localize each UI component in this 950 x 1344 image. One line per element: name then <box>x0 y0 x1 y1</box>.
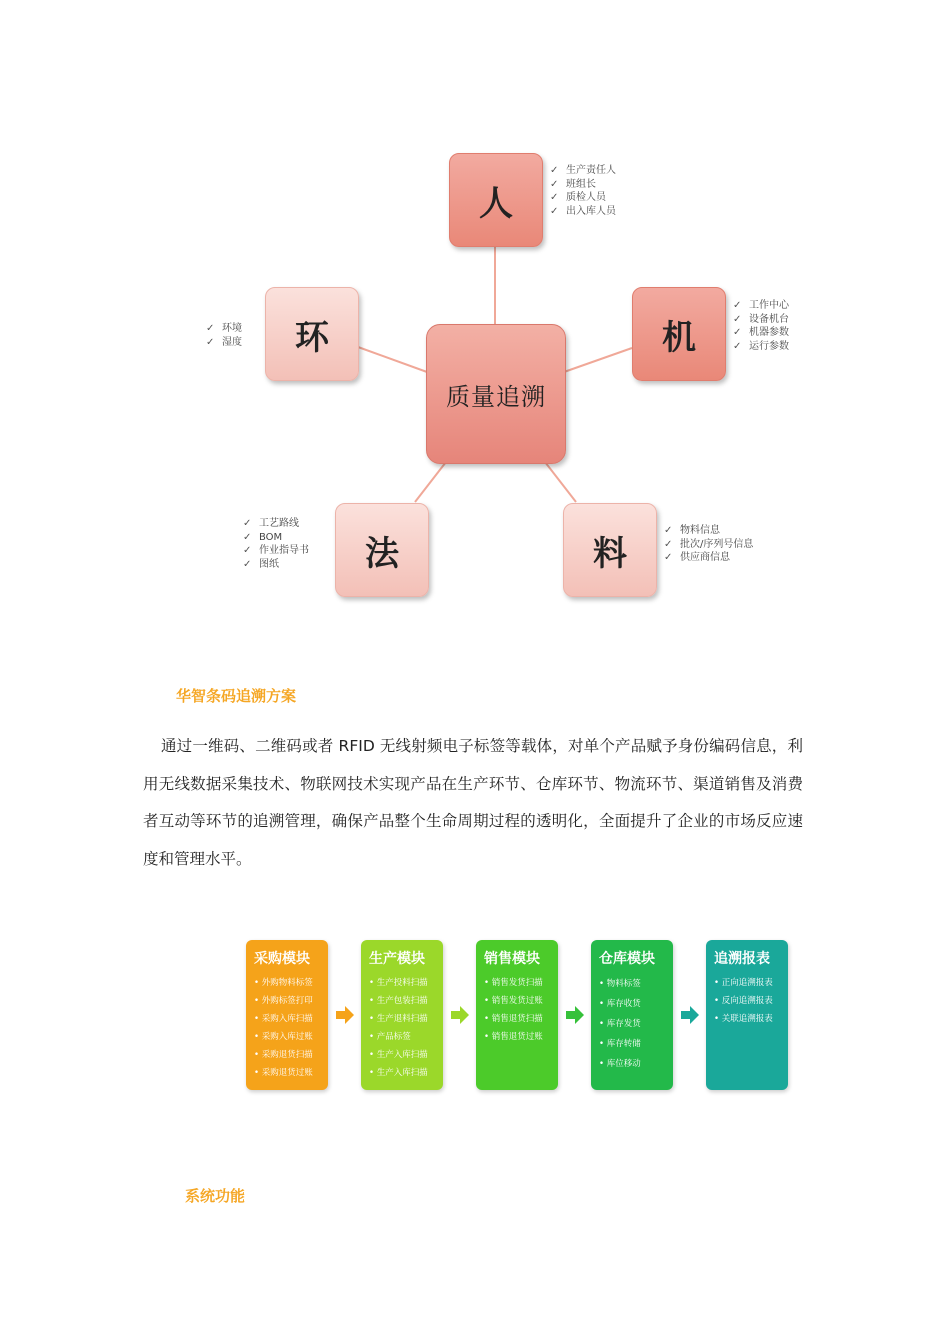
checklist-item: ✓ 工作中心 <box>733 300 789 311</box>
check-icon: ✓ <box>664 552 673 563</box>
check-icon: ✓ <box>243 545 252 556</box>
check-icon: ✓ <box>733 327 742 338</box>
connector-liao <box>545 462 576 502</box>
module-title: 追溯报表 <box>714 951 770 967</box>
check-icon: ✓ <box>206 323 215 334</box>
checklist-item: ✓ 湿度 <box>206 336 242 348</box>
module-item: • 反向追溯报表 <box>714 992 788 1010</box>
check-icon: ✓ <box>243 531 252 543</box>
checklist-item: ✓ 供应商信息 <box>664 552 730 563</box>
module-item: • 库存发货 <box>599 1014 673 1034</box>
checklist-item: ✓ 图纸 <box>243 558 279 570</box>
module-item: • 采购退货扫描 <box>254 1046 328 1064</box>
module-purchase <box>246 940 328 1090</box>
checklist-item: ✓ 运行参数 <box>733 340 789 352</box>
center-node-label: 质量追溯 <box>446 382 546 411</box>
check-icon: ✓ <box>733 300 742 311</box>
module-items <box>591 974 673 1074</box>
node-fa-label: 法 <box>365 533 399 574</box>
check-icon: ✓ <box>733 313 742 325</box>
module-production <box>361 940 443 1090</box>
module-item: • 生产入库扫描 <box>369 1046 443 1064</box>
module-item: • 销售退货扫描 <box>484 1010 558 1028</box>
diagram-connectors <box>0 0 950 620</box>
node-ren-label: 人 <box>479 183 513 224</box>
module-item: • 销售发货扫描 <box>484 974 558 992</box>
node-ji-label: 机 <box>662 317 696 358</box>
check-icon: ✓ <box>550 205 559 217</box>
module-item: • 物料标签 <box>599 974 673 994</box>
module-warehouse <box>591 940 673 1090</box>
node-liao-label: 料 <box>593 533 627 574</box>
check-icon: ✓ <box>733 340 742 352</box>
checklist-item: ✓ 批次/序列号信息 <box>664 538 754 550</box>
arrow-right-icon <box>336 1006 354 1024</box>
module-title: 生产模块 <box>369 951 425 967</box>
module-items <box>476 974 558 1046</box>
module-item: • 生产包装扫描 <box>369 992 443 1010</box>
checklist-item: ✓ 出入库人员 <box>550 205 616 217</box>
arrow-right-icon <box>451 1006 469 1024</box>
module-item: • 库存收货 <box>599 994 673 1014</box>
fa-checklist <box>243 517 309 571</box>
checklist-item: ✓ BOM <box>243 531 283 543</box>
check-icon: ✓ <box>550 165 559 176</box>
checklist-item: ✓ 设备机台 <box>733 313 789 325</box>
checklist-item: ✓ 生产责任人 <box>550 165 616 176</box>
checklist-item: ✓ 工艺路线 <box>243 518 299 529</box>
solution-paragraph: 通过一维码、二维码或者 RFID 无线射频电子标签等载体，对单个产品赋予身份编码信息，利用无线数据采集技术、物联网技术实现产品在生产环节、仓库环节、物流环节、渠道销售及消费者互动等环节的追溯管理，确保产品整个生命周期过程的透明化，全面提升了企业的市场反应速度和管理水平。 <box>143 737 803 868</box>
ren-checklist <box>550 164 616 218</box>
node-fa <box>335 503 429 597</box>
checklist-item: ✓ 作业指导书 <box>243 545 309 556</box>
module-item: • 采购入库扫描 <box>254 1010 328 1028</box>
check-icon: ✓ <box>664 525 673 536</box>
check-icon: ✓ <box>243 558 252 570</box>
huan-checklist <box>206 322 242 349</box>
module-item: • 库位移动 <box>599 1054 673 1074</box>
module-item: • 销售退货过账 <box>484 1028 558 1046</box>
module-item: • 采购退货过账 <box>254 1064 328 1082</box>
module-sales <box>476 940 558 1090</box>
module-items <box>246 974 328 1082</box>
liao-checklist <box>664 524 753 565</box>
check-icon: ✓ <box>664 538 673 550</box>
module-items <box>361 974 443 1082</box>
node-ji <box>632 287 726 381</box>
module-item: • 生产投料扫描 <box>369 974 443 992</box>
quality-traceability-diagram <box>0 0 950 620</box>
module-trace-report <box>706 940 788 1090</box>
checklist-item: ✓ 环境 <box>206 323 242 334</box>
connector-fa <box>415 462 446 502</box>
check-icon: ✓ <box>550 192 559 203</box>
arrow-right-icon <box>681 1006 699 1024</box>
module-title: 采购模块 <box>254 951 310 967</box>
checklist-item: ✓ 班组长 <box>550 178 596 190</box>
section-heading-solution: 华智条码追溯方案 <box>176 687 297 705</box>
module-items <box>706 974 788 1028</box>
check-icon: ✓ <box>206 336 215 348</box>
node-huan <box>265 287 359 381</box>
section-heading-system-functions: 系统功能 <box>185 1187 246 1205</box>
connector-huan <box>358 347 427 372</box>
checklist-item: ✓ 机器参数 <box>733 327 789 338</box>
module-item: • 外购物料标签 <box>254 974 328 992</box>
module-title: 销售模块 <box>484 951 540 967</box>
ji-checklist <box>733 299 789 353</box>
check-icon: ✓ <box>243 518 252 529</box>
module-item: • 生产入库扫描 <box>369 1064 443 1082</box>
node-liao <box>563 503 657 597</box>
module-item: • 外购标签打印 <box>254 992 328 1010</box>
module-item: • 库存转储 <box>599 1034 673 1054</box>
module-item: • 生产退料扫描 <box>369 1010 443 1028</box>
connector-ji <box>564 348 632 372</box>
check-icon: ✓ <box>550 178 559 190</box>
center-node <box>426 324 566 464</box>
checklist-item: ✓ 物料信息 <box>664 525 720 536</box>
node-huan-label: 环 <box>295 317 329 358</box>
module-item: • 产品标签 <box>369 1028 443 1046</box>
module-item: • 采购入库过账 <box>254 1028 328 1046</box>
checklist-item: ✓ 质检人员 <box>550 192 606 203</box>
arrow-right-icon <box>566 1006 584 1024</box>
module-item: • 销售发货过账 <box>484 992 558 1010</box>
module-item: • 正向追溯报表 <box>714 974 788 992</box>
module-item: • 关联追溯报表 <box>714 1010 788 1028</box>
module-title: 仓库模块 <box>599 951 655 967</box>
node-ren <box>449 153 543 247</box>
